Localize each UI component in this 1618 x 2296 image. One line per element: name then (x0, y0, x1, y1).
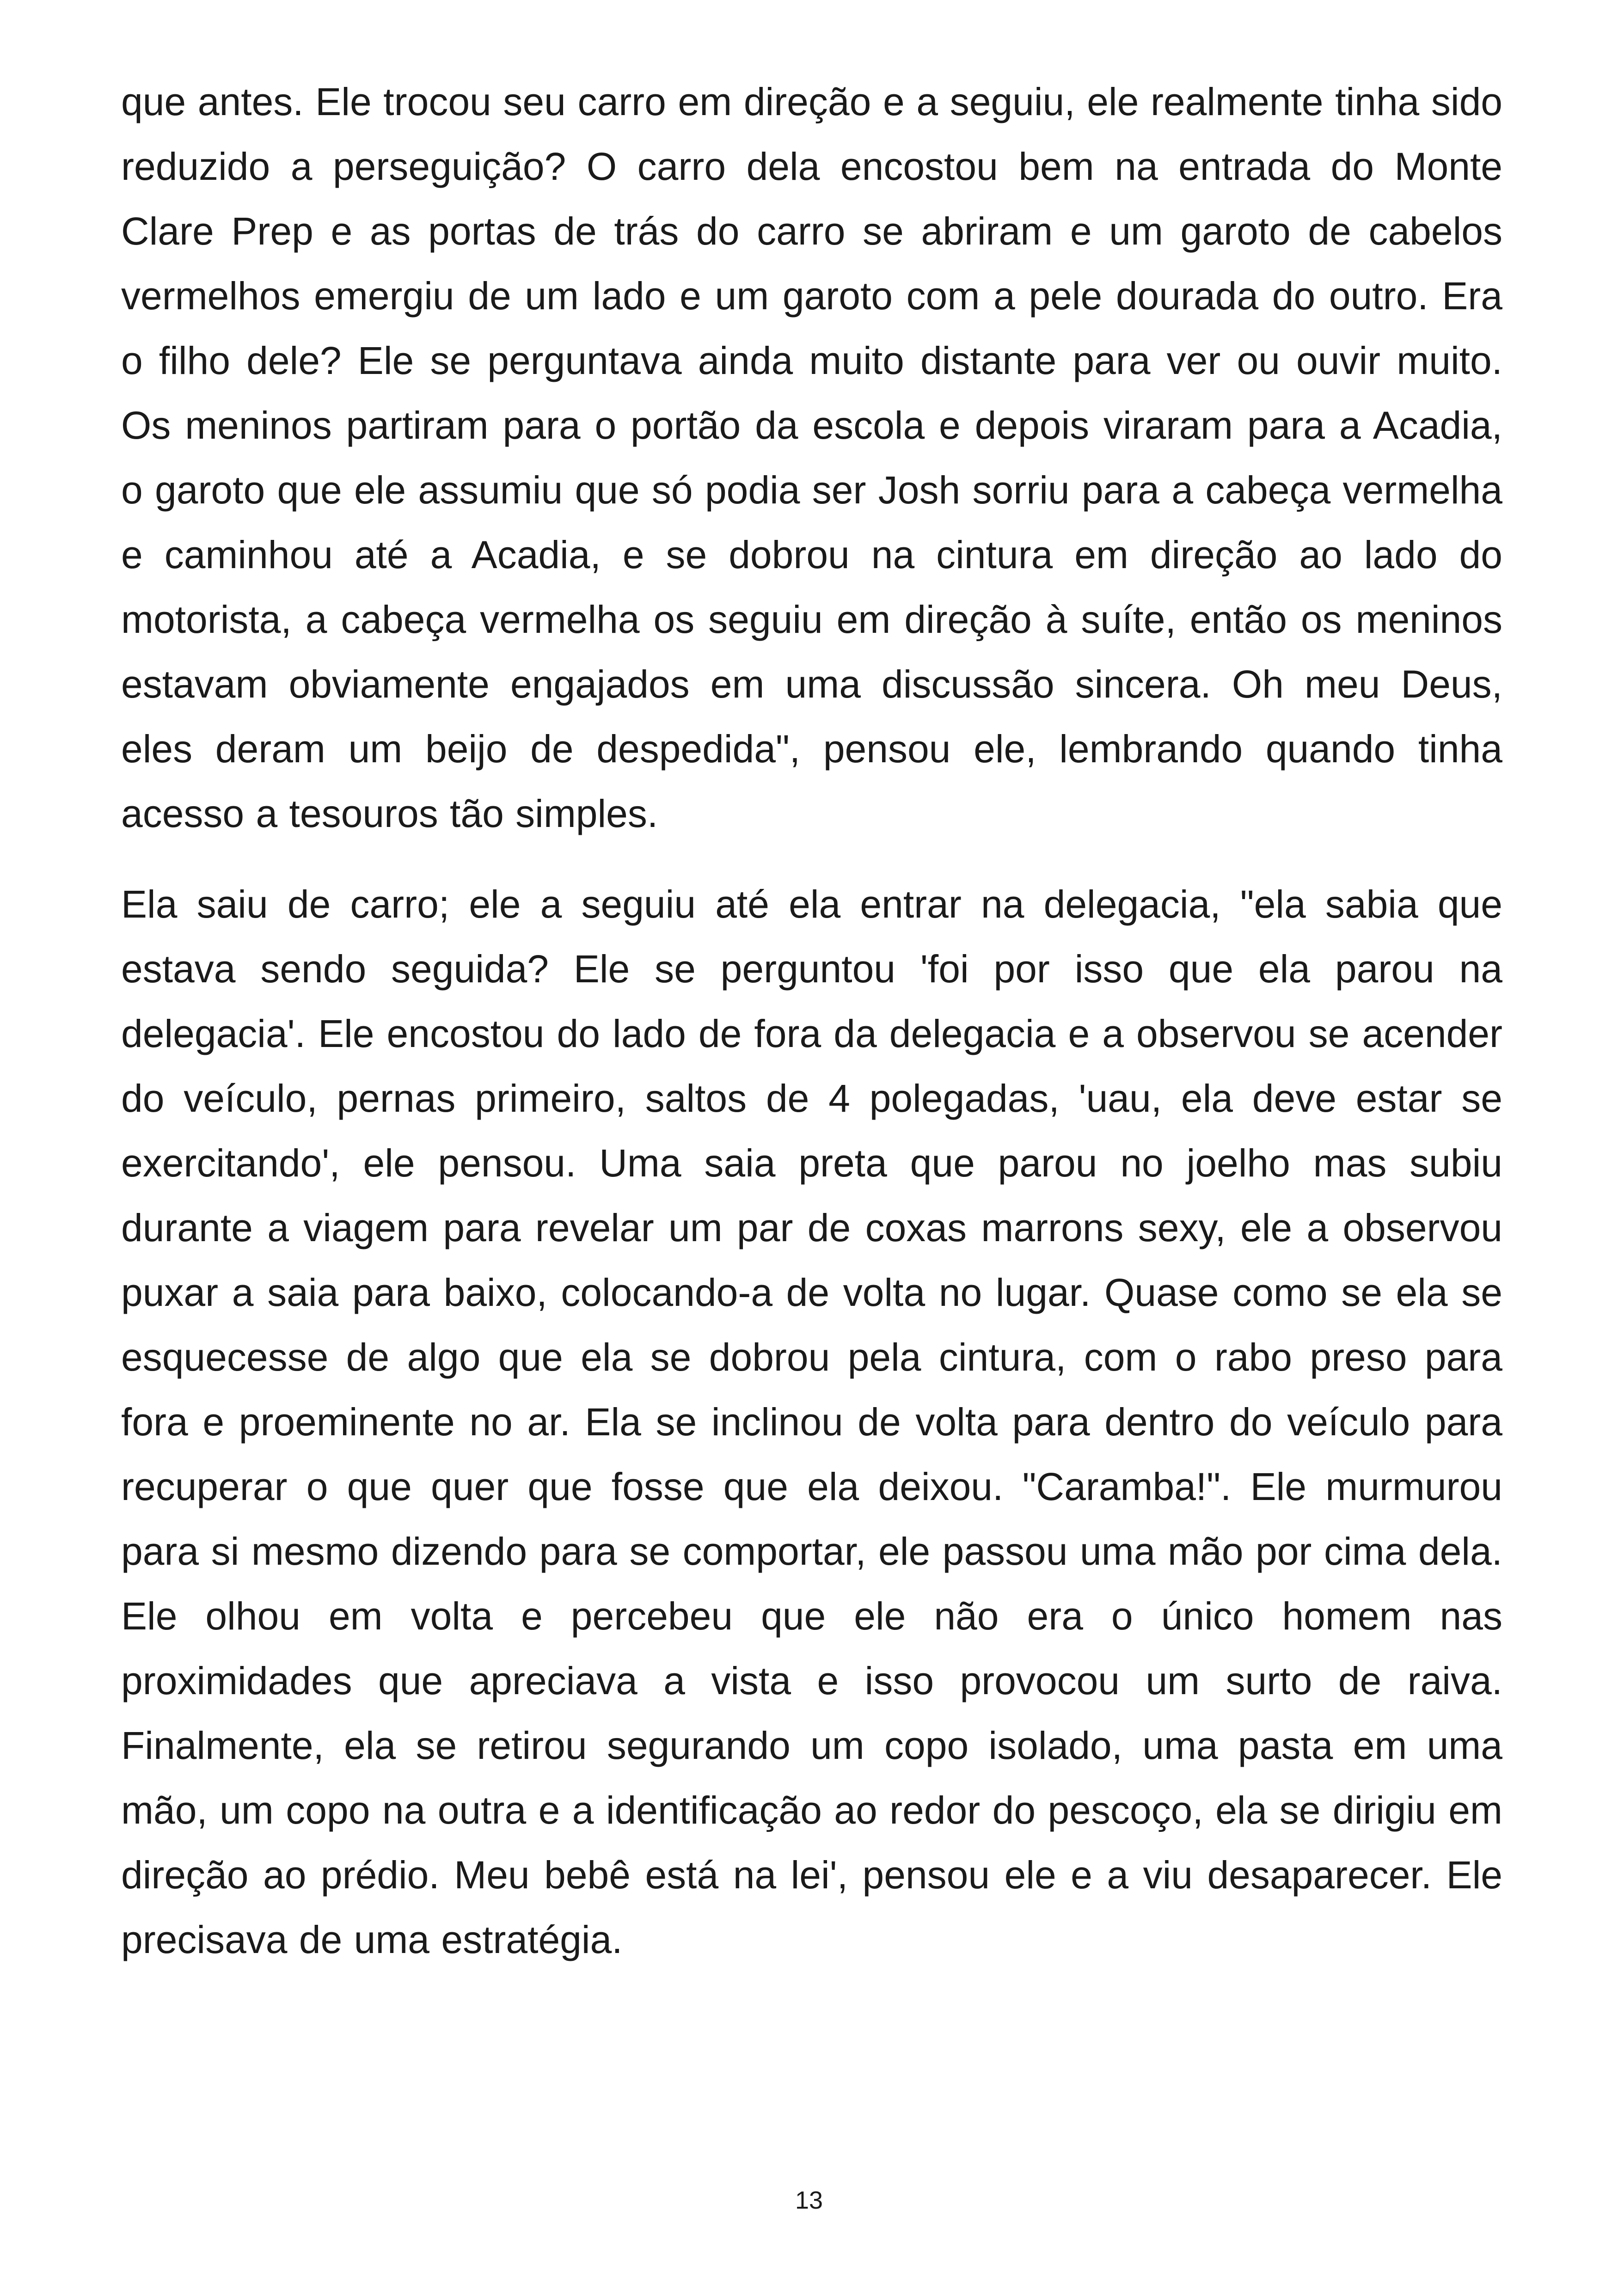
paragraph-1: que antes. Ele trocou seu carro em direção e a seguiu, ele realmente tinha sido reduzido a perseguição? O carro dela encostou bem na entrada do Monte Clare Prep e as portas de trás do carro se abriram e um garoto de cabelos vermelhos emergiu de um lado e um garoto com a pele dourada do outro. Era o filho dele? Ele se perguntava ainda muito distante para ver ou ouvir muito. Os meninos partiram para o portão da escola e depois viraram para a Acadia, o garoto que ele assumiu que só podia ser Josh sorriu para a cabeça vermelha e caminhou até a Acadia, e se dobrou na cintura em direção ao lado do motorista, a cabeça vermelha os seguiu em direção à suíte, então os meninos estavam obviamente engajados em uma discussão sincera. Oh meu Deus, eles deram um beijo de despedida", pensou ele, lembrando quando tinha acesso a tesouros tão simples. (121, 80, 1502, 835)
page-number: 13 (795, 2186, 823, 2214)
page-body (121, 69, 1502, 1972)
paragraph-2: Ela saiu de carro; ele a seguiu até ela entrar na delegacia, "ela sabia que estava sendo seguida? Ele se perguntou 'foi por isso que ela parou na delegacia'. Ele encostou do lado de fora da delegacia e a observou se acender do veículo, pernas primeiro, saltos de 4 polegadas, 'uau, ela deve estar se exercitando', ele pensou. Uma saia preta que parou no joelho mas subiu durante a viagem para revelar um par de coxas marrons sexy, ele a observou puxar a saia para baixo, colocando-a de volta no lugar. Quase como se ela se esquecesse de algo que ela se dobrou pela cintura, com o rabo preso para fora e proeminente no ar. Ela se inclinou de volta para dentro do veículo para recuperar o que quer que fosse que ela deixou. "Caramba!". Ele murmurou para si mesmo dizendo para se comportar, ele passou uma mão por cima dela. Ele olhou em volta e percebeu que ele não era o único homem nas proximidades que apreciava a vista e isso provocou um surto de raiva. Finalmente, ela se retirou segurando um copo isolado, uma pasta em uma mão, um copo na outra e a identificação ao redor do pescoço, ela se dirigiu em direção ao prédio. Meu bebê está na lei', pensou ele e a viu desaparecer. Ele precisava de uma estratégia. (121, 882, 1502, 1961)
